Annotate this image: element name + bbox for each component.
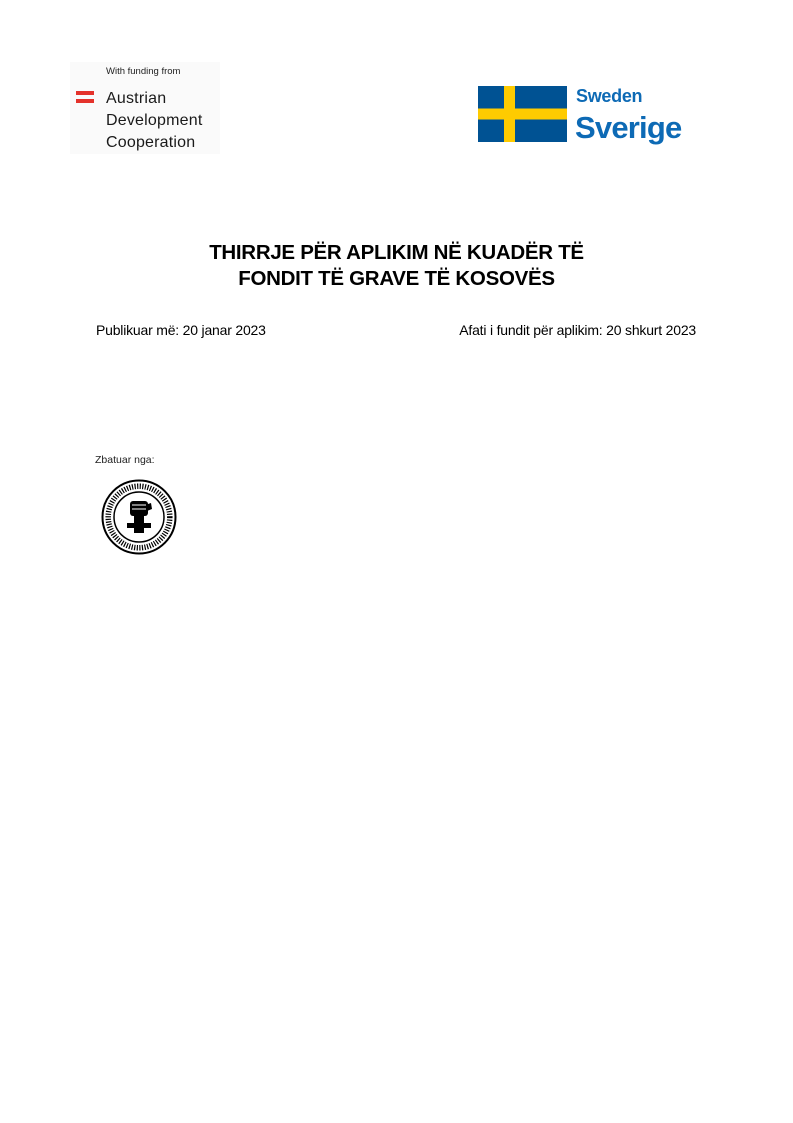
sweden-logo <box>478 86 698 150</box>
sverige-label: Sverige <box>575 110 682 145</box>
title-line: FONDIT TË GRAVE TË KOSOVËS <box>238 267 555 290</box>
kosovo-womens-network-logo <box>101 479 177 555</box>
sweden-label: Sweden <box>576 86 643 106</box>
funding-note: With funding from <box>106 66 181 77</box>
ada-name <box>106 88 202 154</box>
austria-flag-icon <box>76 91 94 103</box>
application-deadline: Afati i fundit për aplikim: 20 shkurt 2023 <box>459 322 696 338</box>
ada-name-line: Austrian <box>106 90 167 107</box>
implemented-by-label: Zbatuar nga: <box>95 454 155 466</box>
published-date: Publikuar më: 20 janar 2023 <box>96 322 266 338</box>
page-title <box>0 240 793 292</box>
austrian-development-cooperation-logo <box>70 62 220 154</box>
title-line: THIRRJE PËR APLIKIM NË KUADËR TË <box>209 241 584 264</box>
raised-fist-icon <box>127 501 152 533</box>
ada-name-line: Cooperation <box>106 134 196 151</box>
ada-name-line: Development <box>106 112 203 129</box>
sweden-flag-icon <box>478 86 567 142</box>
